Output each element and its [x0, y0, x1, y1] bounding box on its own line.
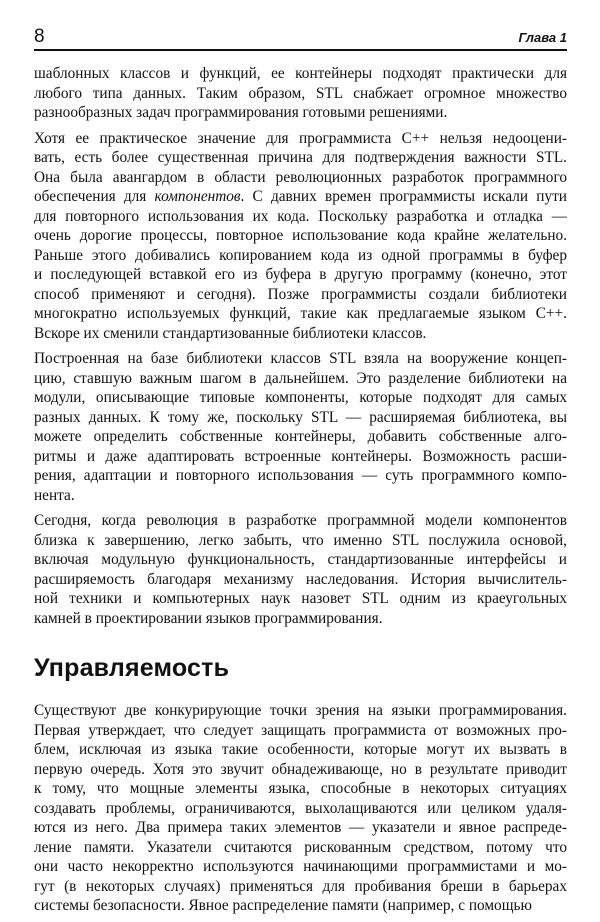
text-line: гут (в некоторых случаях) применяться для пробивания бреши в барьерах [34, 877, 567, 895]
page-body [34, 64, 567, 922]
text-line: и последующей вставкой его из буфера в другую программу (конечно, этот [34, 266, 567, 283]
text-line: блем, исключая из языка такие особенности, которые могут их вызвать в [34, 741, 567, 758]
text-line: Она была авангардом в области революционных разработок программного [34, 168, 567, 186]
paragraph [34, 349, 567, 505]
text-line: любого типа данных. Таким образом, STL снабжает огромное множество [34, 84, 567, 102]
text-line: Существуют две конкурирующие точки зрения на языки программирования. [34, 702, 567, 719]
intro-paragraphs [34, 64, 567, 628]
text-line: способ применяют и сегодня). Позже программисты создали библиотеки [34, 285, 567, 303]
text-line: Сегодня, когда революция в разработке программной модели компонентов [34, 512, 567, 529]
text-line: ление памяти. Указатели считаются рискованным средством, потому что [34, 838, 567, 856]
text-line: обеспечения для компонентов. С давних времен программисты искали пути [34, 188, 567, 205]
chapter-label: Глава 1 [518, 30, 567, 45]
text-line: Хотя ее практическое значение для программиста С++ нельзя недооцени- [34, 129, 567, 147]
text-line: Первая утверждает, что следует защищать программиста от возможных про- [34, 721, 567, 739]
text-line: нента. [34, 486, 75, 504]
text-line: многократно используемых функций, такие как предлагаемые языком С++. [34, 305, 567, 322]
text-line: можете определить собственные контейнеры, добавить собственные алго- [34, 428, 567, 445]
text-line: к тому, что мощные элементы языка, способные в некоторых ситуациях [34, 780, 567, 797]
text-line: Раньше этого добивались копированием кода из одной программы в буфер [34, 246, 567, 264]
text-line: включая модульную функциональность, стандартизованные интерфейсы и [34, 551, 567, 568]
text-line: Построенная на базе библиотеки классов STL взяла на вооружение концеп- [34, 350, 567, 367]
paragraph [34, 129, 567, 344]
text-line: ритмы и даже адаптировать встроенные контейнеры. Возможность расши- [34, 447, 567, 465]
text-line: очень дорогие процессы, повторное использование кода крайне желательно. [34, 227, 567, 244]
text-line: камней в проектировании языков программирования. [34, 609, 383, 627]
text-line: разнообразных задач программирования готовыми решениями. [34, 104, 448, 121]
text-line: создавать проблемы, ограничиваются, выхолащиваются или целиком удаля- [34, 799, 567, 817]
text-line: для повторного использования их кода. Поскольку разработка и отладка — [34, 207, 567, 225]
page-number: 8 [34, 26, 45, 47]
text-line: расширяемость благодаря механизму наследования. История вычислитель- [34, 570, 567, 588]
text-line: цию, ставшую важным шагом в дальнейшем. Это разделение библиотеки на [34, 369, 567, 387]
text-line: системы безопасности. Явное распределение памяти (например, с помощью [34, 897, 532, 914]
text-line: ются из него. Два примера таких элементов — указатели и явное распреде- [34, 819, 567, 836]
paragraph [34, 64, 567, 123]
paragraph [34, 511, 567, 628]
text-line: рения, адаптации и повторного использования — суть программного компо- [34, 467, 567, 484]
running-header [34, 26, 567, 51]
text-line: модули, описывающие типовые компоненты, которые подходят для самых [34, 389, 567, 406]
text-line: вать, есть более существенная причина для подтверждения важности STL. [34, 149, 567, 166]
text-line: они часто некорректно используются начинающими программистами и мо- [34, 858, 567, 875]
section-paragraphs [34, 701, 567, 916]
text-line: первую очередь. Хотя это звучит обнадеживающе, но в результате приводит [34, 760, 567, 778]
emphasis: компонентов [154, 188, 241, 205]
text-line: разных данных. К тому же, поскольку STL — расширяемая библиотека, вы [34, 408, 567, 426]
text-line: шаблонных классов и функций, ее контейнеры подходят практически для [34, 65, 567, 82]
paragraph [34, 701, 567, 916]
text-line: близка к завершению, легко забыть, что именно STL послужила основой, [34, 531, 567, 549]
text-line: Вскоре их сменили стандартизованные библиотеки классов. [34, 324, 427, 342]
section-heading: Управляемость [34, 654, 230, 682]
text-line: ной техники и компьютерных наук назовет STL одним из краеугольных [34, 590, 567, 607]
